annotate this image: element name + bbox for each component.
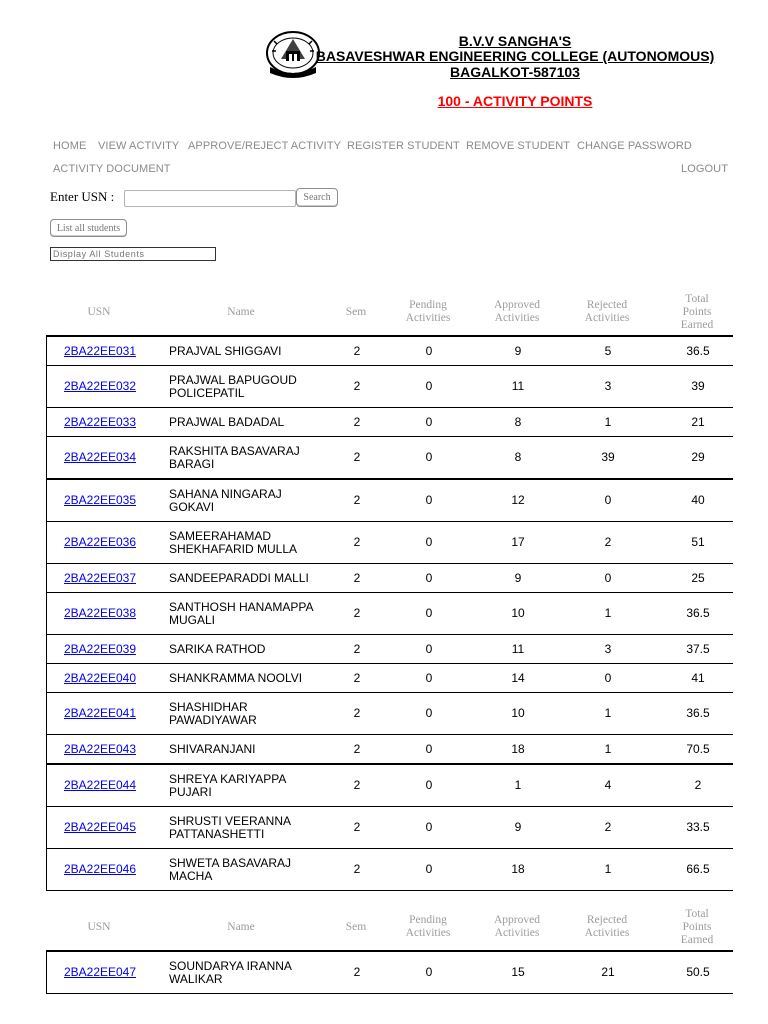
rejected-cell: 1 — [604, 741, 612, 756]
sem-cell: 2 — [353, 343, 361, 358]
usn-search-input[interactable] — [124, 190, 296, 207]
rejected-cell: 1 — [604, 606, 612, 620]
rejected-cell: 2 — [604, 535, 612, 549]
college-location-heading: BAGALKOT-587103 — [450, 64, 580, 80]
total-points-cell: 36.5 — [686, 343, 710, 358]
sem-cell: 2 — [353, 965, 361, 979]
total-points-cell: 51 — [691, 535, 705, 549]
sem-cell: 2 — [353, 778, 361, 792]
name-cell: SHANKRAMMA NOOLVI — [169, 670, 303, 685]
students-table — [46, 950, 733, 994]
sem-cell: 2 — [353, 670, 361, 685]
col-header-usn: USN — [87, 305, 111, 318]
pending-cell: 0 — [425, 641, 433, 656]
rejected-cell: 1 — [604, 706, 612, 720]
rejected-cell: 1 — [604, 862, 612, 876]
usn-cell — [47, 437, 153, 478]
rejected-cell: 0 — [604, 670, 612, 685]
total-points-cell: 25 — [691, 570, 705, 585]
usn-cell — [47, 522, 153, 563]
approved-cell: 18 — [511, 741, 525, 756]
total-points-cell: 2 — [694, 778, 702, 792]
usn-link[interactable]: 2BA22EE038 — [63, 606, 137, 620]
table-row — [47, 408, 733, 437]
usn-link[interactable]: 2BA22EE035 — [63, 493, 137, 507]
rejected-cell: 39 — [601, 450, 615, 464]
name-cell: SARIKA RATHOD — [169, 641, 266, 656]
nav-activity-document[interactable]: ACTIVITY DOCUMENT — [53, 163, 171, 175]
usn-link[interactable]: 2BA22EE040 — [63, 670, 137, 685]
pending-cell: 0 — [425, 570, 433, 585]
students-table — [46, 335, 733, 891]
approved-cell: 1 — [514, 778, 522, 792]
sem-cell: 2 — [353, 379, 361, 393]
table-row — [47, 564, 733, 593]
usn-link[interactable]: 2BA22EE032 — [63, 379, 137, 393]
pending-cell: 0 — [425, 535, 433, 549]
name-cell: SAMEERAHAMAD SHEKHAFARID MULLA — [169, 528, 298, 556]
usn-cell — [47, 366, 153, 407]
usn-cell — [47, 952, 153, 993]
usn-link[interactable]: 2BA22EE034 — [63, 450, 137, 464]
sem-cell: 2 — [353, 641, 361, 656]
rejected-cell: 2 — [604, 820, 612, 834]
approved-cell: 11 — [511, 379, 525, 393]
name-cell: SANTHOSH HANAMAPPA MUGALI — [169, 599, 313, 627]
display-all-students-field[interactable] — [50, 247, 216, 261]
sem-cell: 2 — [353, 570, 361, 585]
table-row — [47, 849, 733, 891]
usn-cell — [47, 765, 153, 806]
name-cell: RAKSHITA BASAVARAJ BARAGI — [169, 443, 300, 471]
table-row — [47, 337, 733, 366]
approved-cell: 18 — [511, 862, 525, 876]
total-points-cell: 29 — [691, 450, 705, 464]
approved-cell: 11 — [511, 641, 525, 656]
sem-cell: 2 — [353, 450, 361, 464]
approved-cell: 9 — [514, 820, 522, 834]
table-row — [47, 635, 733, 664]
usn-cell — [47, 564, 153, 592]
rejected-cell: 1 — [604, 414, 612, 429]
col-header-approved: Approved Activities — [494, 914, 540, 939]
page-title: 100 - ACTIVITY POINTS — [437, 93, 593, 109]
approved-cell: 9 — [514, 343, 522, 358]
total-points-cell: 66.5 — [686, 862, 710, 876]
usn-link[interactable]: 2BA22EE046 — [63, 862, 137, 876]
table-row — [47, 664, 733, 693]
total-points-cell: 40 — [691, 493, 705, 507]
approved-cell: 12 — [511, 493, 525, 507]
nav-change-password[interactable]: CHANGE PASSWORD — [577, 140, 692, 152]
usn-cell — [47, 693, 153, 734]
name-cell: SHRUSTI VEERANNA PATTANASHETTI — [169, 813, 291, 841]
usn-link[interactable]: 2BA22EE033 — [63, 414, 137, 429]
name-cell: SHWETA BASAVARAJ MACHA — [169, 855, 292, 883]
rejected-cell: 3 — [604, 379, 612, 393]
nav-register-student[interactable]: REGISTER STUDENT — [347, 140, 460, 152]
list-all-students-button[interactable]: List all students — [50, 219, 127, 237]
pending-cell: 0 — [425, 778, 433, 792]
pending-cell: 0 — [425, 450, 433, 464]
total-points-cell: 50.5 — [686, 965, 710, 979]
sem-cell: 2 — [353, 706, 361, 720]
total-points-cell: 37.5 — [686, 641, 710, 656]
usn-cell — [47, 480, 153, 521]
usn-cell — [47, 408, 153, 436]
col-header-total: Total Points Earned — [680, 292, 714, 331]
name-cell: SHREYA KARIYAPPA PUJARI — [169, 771, 286, 799]
name-cell: SHASHIDHAR PAWADIYAWAR — [169, 699, 257, 727]
nav-logout[interactable]: LOGOUT — [681, 163, 729, 175]
col-header-rejected: Rejected Activities — [584, 914, 630, 939]
col-header-sem: Sem — [345, 305, 367, 318]
usn-cell — [47, 735, 153, 763]
sem-cell: 2 — [353, 741, 361, 756]
table-header — [46, 903, 732, 951]
search-button[interactable]: Search — [296, 188, 338, 207]
pending-cell: 0 — [425, 343, 433, 358]
table-row — [47, 765, 733, 807]
pending-cell: 0 — [425, 706, 433, 720]
col-header-pending: Pending Activities — [405, 914, 451, 939]
col-header-rejected: Rejected Activities — [584, 299, 630, 324]
pending-cell: 0 — [425, 820, 433, 834]
col-header-usn: USN — [87, 920, 111, 933]
college-name-heading: BASAVESHWAR ENGINEERING COLLEGE (AUTONOMOUS) — [315, 48, 715, 64]
pending-cell: 0 — [425, 965, 433, 979]
pending-cell: 0 — [425, 862, 433, 876]
nav-home[interactable]: HOME — [53, 140, 87, 152]
total-points-cell: 33.5 — [686, 820, 710, 834]
pending-cell: 0 — [425, 606, 433, 620]
usn-link[interactable]: 2BA22EE045 — [63, 820, 137, 834]
name-cell: SHIVARANJANI — [169, 741, 256, 756]
name-cell: SOUNDARYA IRANNA WALIKAR — [169, 958, 292, 986]
usn-cell — [47, 807, 153, 848]
approved-cell: 15 — [511, 965, 525, 979]
name-cell: PRAJWAL BAPUGOUD POLICEPATIL — [169, 372, 297, 400]
approved-cell: 8 — [514, 414, 522, 429]
usn-link[interactable]: 2BA22EE039 — [63, 641, 137, 656]
usn-cell — [47, 849, 153, 890]
sem-cell: 2 — [353, 493, 361, 507]
org-name-heading: B.V.V SANGHA'S — [458, 33, 572, 49]
table-row — [47, 593, 733, 635]
approved-cell: 10 — [511, 706, 525, 720]
rejected-cell: 4 — [604, 778, 612, 792]
table-row — [47, 480, 733, 522]
table-row — [47, 807, 733, 849]
approved-cell: 14 — [511, 670, 525, 685]
nav-remove-student[interactable]: REMOVE STUDENT — [466, 140, 571, 152]
col-header-pending: Pending Activities — [405, 299, 451, 324]
table-row — [47, 437, 733, 480]
usn-cell — [47, 664, 153, 692]
usn-link[interactable]: 2BA22EE044 — [63, 778, 137, 792]
total-points-cell: 36.5 — [686, 706, 710, 720]
pending-cell: 0 — [425, 741, 433, 756]
col-header-name: Name — [227, 920, 255, 933]
pending-cell: 0 — [425, 493, 433, 507]
usn-link[interactable]: 2BA22EE043 — [63, 741, 137, 756]
col-header-name: Name — [227, 305, 255, 318]
table-row — [47, 366, 733, 408]
rejected-cell: 0 — [604, 493, 612, 507]
pending-cell: 0 — [425, 379, 433, 393]
name-cell: SAHANA NINGARAJ GOKAVI — [169, 486, 282, 514]
sem-cell: 2 — [353, 820, 361, 834]
name-cell: SANDEEPARADDI MALLI — [169, 570, 309, 585]
table-row — [47, 693, 733, 735]
usn-link[interactable]: 2BA22EE037 — [63, 570, 137, 585]
pending-cell: 0 — [425, 670, 433, 685]
name-cell: PRAJVAL SHIGGAVI — [169, 343, 282, 358]
nav-approve-reject-activity[interactable]: APPROVE/REJECT ACTIVITY — [188, 140, 342, 152]
total-points-cell: 39 — [691, 379, 705, 393]
sem-cell: 2 — [353, 414, 361, 429]
col-header-sem: Sem — [345, 920, 367, 933]
rejected-cell: 0 — [604, 570, 612, 585]
total-points-cell: 36.5 — [686, 606, 710, 620]
total-points-cell: 70.5 — [686, 741, 710, 756]
usn-link[interactable]: 2BA22EE047 — [63, 965, 137, 979]
total-points-cell: 41 — [691, 670, 705, 685]
nav-view-activity[interactable]: VIEW ACTIVITY — [98, 140, 180, 152]
col-header-approved: Approved Activities — [494, 299, 540, 324]
table-row — [47, 522, 733, 564]
table-row — [47, 735, 733, 765]
usn-cell — [47, 635, 153, 663]
rejected-cell: 3 — [604, 641, 612, 656]
table-header — [46, 288, 732, 336]
rejected-cell: 5 — [604, 343, 612, 358]
table-row — [47, 952, 733, 994]
approved-cell: 9 — [514, 570, 522, 585]
rejected-cell: 21 — [601, 965, 615, 979]
name-cell: PRAJWAL BADADAL — [169, 414, 285, 429]
total-points-cell: 21 — [691, 414, 705, 429]
usn-link[interactable]: 2BA22EE036 — [63, 535, 137, 549]
usn-link[interactable]: 2BA22EE041 — [63, 706, 137, 720]
usn-link[interactable]: 2BA22EE031 — [63, 343, 137, 358]
sem-cell: 2 — [353, 606, 361, 620]
approved-cell: 10 — [511, 606, 525, 620]
approved-cell: 8 — [514, 450, 522, 464]
col-header-total: Total Points Earned — [680, 907, 714, 946]
usn-cell — [47, 337, 153, 365]
sem-cell: 2 — [353, 862, 361, 876]
approved-cell: 17 — [511, 535, 525, 549]
sem-cell: 2 — [353, 535, 361, 549]
usn-cell — [47, 593, 153, 634]
pending-cell: 0 — [425, 414, 433, 429]
usn-label: Enter USN : — [50, 189, 115, 204]
